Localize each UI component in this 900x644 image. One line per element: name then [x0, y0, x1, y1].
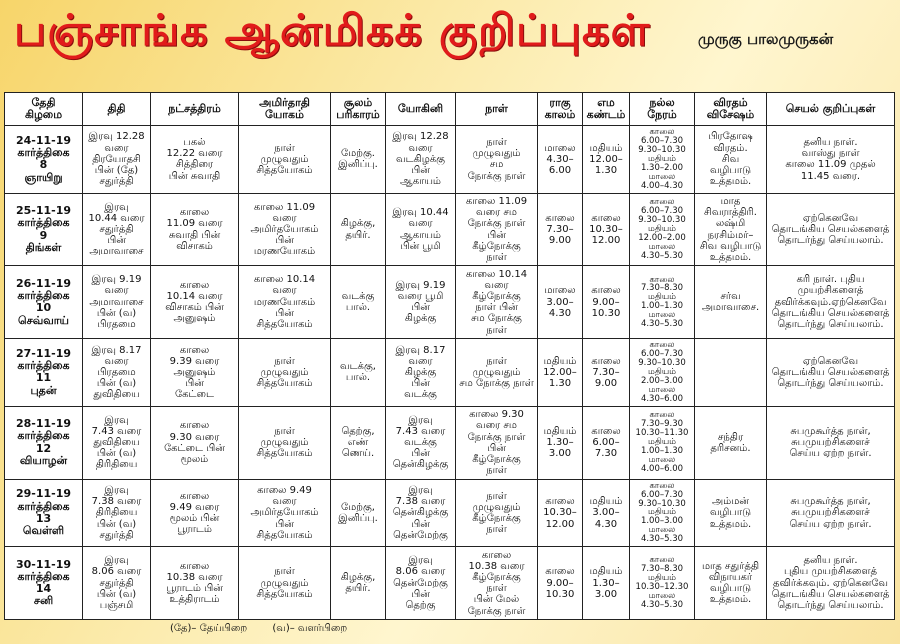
star-cell: காலை 11.09 வரை சுவாதி பின் விசாகம்: [151, 193, 239, 266]
ema-cell: மதியம் 12.00– 1.30: [583, 126, 630, 194]
nalla-neram-cell: காலை 6.00–7.30 9.30–10.30 மதியம் 1.30–2.00 மாலை 4.00–4.30: [630, 126, 695, 194]
column-header: விரதம் விசேஷம்: [695, 93, 767, 126]
column-header: சூலம் பரிகாரம்: [331, 93, 386, 126]
viratham-cell: பிரதோஷ விரதம். சிவ வழிபாடு உத்தமம்.: [695, 126, 767, 194]
thithi-cell: இரவு 8.17 வரை பிரதமை பின் (வ) துவிதியை: [83, 339, 151, 407]
table-row: [5, 339, 895, 407]
date-cell: 27-11-19 கார்த்திகை 11 புதன்: [5, 339, 83, 407]
soolam-cell: கிழக்கு, தயிர்.: [331, 547, 386, 620]
thithi-cell: இரவு 7.38 வரை திரிதியை பின் (வ) சதுர்த்தி: [83, 479, 151, 547]
legend-footer: [170, 623, 369, 635]
author-name: முருகு பாலமுருகன்: [698, 30, 834, 48]
yogini-cell: இரவு 7.38 வரை தென்கிழக்கு பின் தென்மேற்கு: [386, 479, 456, 547]
column-header: நல்ல நேரம்: [630, 93, 695, 126]
ema-cell: காலை 7.30– 9.00: [583, 339, 630, 407]
work-notes-cell: சுபமுகூர்த்த நாள், சுபமுயற்சிகளைச் செய்ய ஏற்ற நாள்.: [767, 406, 895, 479]
table-row: [5, 266, 895, 339]
viratham-cell: [695, 339, 767, 407]
column-header: தேதி கிழமை: [5, 93, 83, 126]
legend-the: (தே)– தேய்பிறை: [170, 623, 248, 634]
table-row: [5, 193, 895, 266]
thithi-cell: இரவு 9.19 வரை அமாவாசை பின் (வ) பிரதமை: [83, 266, 151, 339]
soolam-cell: வடக்கு, பால்.: [331, 339, 386, 407]
panchangam-sheet: [4, 92, 894, 620]
nalla-neram-cell: காலை 7.30–8.30 மதியம் 1.00–1.30 மாலை 4.30–5.30: [630, 266, 695, 339]
naal-cell: காலை 10.38 வரை கீழ்நோக்கு நாள் பின் மேல் நோக்கு நாள்: [456, 547, 538, 620]
column-header: திதி: [83, 93, 151, 126]
viratham-cell: மாத சிவராத்திரி. லஷ்மி நரசிம்மர்– சிவ வழிபாடு உத்தமம்.: [695, 193, 767, 266]
thithi-cell: இரவு 8.06 வரை சதுர்த்தி பின் (வ) பஞ்சமி: [83, 547, 151, 620]
page-title: பஞ்சாங்க ஆன்மிகக் குறிப்புகள்: [14, 6, 651, 56]
star-cell: காலை 10.14 வரை விசாகம் பின் அனுஷம்: [151, 266, 239, 339]
column-header: நட்சத்திரம்: [151, 93, 239, 126]
rahu-cell: காலை 7.30– 9.00: [538, 193, 583, 266]
date-cell: 30-11-19 கார்த்திகை 14 சனி: [5, 547, 83, 620]
star-cell: காலை 9.39 வரை அனுஷம் பின் கேட்டை: [151, 339, 239, 407]
soolam-cell: மேற்கு. இனிப்பு.: [331, 126, 386, 194]
naal-cell: காலை 11.09 வரை சம நோக்கு நாள் பின் கீழ்நோக்கு நாள்: [456, 193, 538, 266]
work-notes-cell: ஏற்கெனவே தொடங்கிய செயல்களைத் தொடர்ந்து செய்யலாம்.: [767, 193, 895, 266]
soolam-cell: தெற்கு, எண் ணெய்.: [331, 406, 386, 479]
ema-cell: காலை 9.00– 10.30: [583, 266, 630, 339]
viratham-cell: மாத சதுர்த்தி விநாயகர் வழிபாடு உத்தமம்.: [695, 547, 767, 620]
viratham-cell: சர்வ அமாவாசை.: [695, 266, 767, 339]
column-header: எம கண்டம்: [583, 93, 630, 126]
viratham-cell: அம்மன் வழிபாடு உத்தமம்.: [695, 479, 767, 547]
column-header: அமிர்தாதி யோகம்: [239, 93, 331, 126]
column-header: யோகினி: [386, 93, 456, 126]
yogini-cell: இரவு 8.17 வரை கிழக்கு பின் வடக்கு: [386, 339, 456, 407]
ema-cell: மதியம் 1.30– 3.00: [583, 547, 630, 620]
nalla-neram-cell: காலை 7.30–8.30 மதியம் 10.30–12.30 மாலை 4.30–5.30: [630, 547, 695, 620]
work-notes-cell: தனிய நாள். புதிய முயற்சிகளைத் தவிர்க்கவும். ஏற்கெனவே தொடங்கிய செயல்களைத் தொடர்ந்து செய்யலாம்.: [767, 547, 895, 620]
yogam-cell: நாள் முழுவதும் சித்தயோகம்: [239, 406, 331, 479]
yogini-cell: இரவு 9.19 வரை பூமி பின் கிழக்கு: [386, 266, 456, 339]
work-notes-cell: சுபமுகூர்த்த நாள், சுபமுயற்சிகளைச் செய்ய ஏற்ற நாள்.: [767, 479, 895, 547]
yogam-cell: நாள் முழுவதும் சித்தயோகம்: [239, 339, 331, 407]
date-cell: 28-11-19 கார்த்திகை 12 வியாழன்: [5, 406, 83, 479]
soolam-cell: கிழக்கு, தயிர்.: [331, 193, 386, 266]
ema-cell: மதியம் 3.00– 4.30: [583, 479, 630, 547]
table-row: [5, 126, 895, 194]
rahu-cell: காலை 10.30– 12.00: [538, 479, 583, 547]
yogam-cell: நாள் முழுவதும் சித்தயோகம்: [239, 547, 331, 620]
nalla-neram-cell: காலை 6.00–7.30 9.30–10.30 மதியம் 1.00–3.00 மாலை 4.30–5.30: [630, 479, 695, 547]
work-notes-cell: கரி நாள். புதிய முயற்சிகளைத் தவிர்க்கவும்.ஏற்கெனவே தொடங்கிய செயல்களைத் தொடர்ந்து செய்யலாம்.: [767, 266, 895, 339]
yogini-cell: இரவு 12.28 வரை வடகிழக்கு பின் ஆகாயம்: [386, 126, 456, 194]
work-notes-cell: தனிய நாள். வாஸ்து நாள் காலை 11.09 முதல் 11.45 வரை.: [767, 126, 895, 194]
naal-cell: நாள் முழுவதும் சம நோக்கு நாள்: [456, 126, 538, 194]
yogam-cell: காலை 10.14 வரை மரணயோகம் பின் சித்தயோகம்: [239, 266, 331, 339]
naal-cell: காலை 9.30 வரை சம நோக்கு நாள் பின் கீழ்நோக்கு நாள்: [456, 406, 538, 479]
date-cell: 25-11-19 கார்த்திகை 9 திங்கள்: [5, 193, 83, 266]
thithi-cell: இரவு 7.43 வரை துவிதியை பின் (வ) திரிதியை: [83, 406, 151, 479]
viratham-cell: சந்திர தரிசனம்.: [695, 406, 767, 479]
ema-cell: காலை 10.30– 12.00: [583, 193, 630, 266]
naal-cell: நாள் முழுவதும் கீழ்நோக்கு நாள்: [456, 479, 538, 547]
panchangam-table: [4, 92, 895, 620]
yogam-cell: காலை 9.49 வரை அமிர்தயோகம் பின் சித்தயோகம்: [239, 479, 331, 547]
soolam-cell: மேற்கு, இனிப்பு.: [331, 479, 386, 547]
work-notes-cell: ஏற்கெனவே தொடங்கிய செயல்களைத் தொடர்ந்து செய்யலாம்.: [767, 339, 895, 407]
rahu-cell: காலை 9.00– 10.30: [538, 547, 583, 620]
column-header: நாள்: [456, 93, 538, 126]
date-cell: 29-11-19 கார்த்திகை 13 வெள்ளி: [5, 479, 83, 547]
naal-cell: காலை 10.14 வரை கீழ்நோக்கு நாள் பின் சம நோக்கு நாள்: [456, 266, 538, 339]
yogini-cell: இரவு 10.44 வரை ஆகாயம் பின் பூமி: [386, 193, 456, 266]
rahu-cell: மதியம் 12.00– 1.30: [538, 339, 583, 407]
yogam-cell: நாள் முழுவதும் சித்தயோகம்: [239, 126, 331, 194]
yogam-cell: காலை 11.09 வரை அமிர்தயோகம் பின் மரணயோகம்: [239, 193, 331, 266]
column-header: செயல் குறிப்புகள்: [767, 93, 895, 126]
table-row: [5, 547, 895, 620]
nalla-neram-cell: காலை 6.00–7.30 9.30–10.30 மதியம் 12.00–2.00 மாலை 4.30–5.30: [630, 193, 695, 266]
yogini-cell: இரவு 7.43 வரை வடக்கு பின் தென்கிழக்கு: [386, 406, 456, 479]
table-row: [5, 479, 895, 547]
date-cell: 24-11-19 கார்த்திகை 8 ஞாயிறு: [5, 126, 83, 194]
header: [0, 0, 900, 92]
nalla-neram-cell: காலை 6.00–7.30 9.30–10.30 மதியம் 2.00–3.00 மாலை 4.30–6.00: [630, 339, 695, 407]
star-cell: காலை 9.30 வரை கேட்டை பின் மூலம்: [151, 406, 239, 479]
star-cell: பகல் 12.22 வரை சித்திரை பின் சுவாதி: [151, 126, 239, 194]
ema-cell: காலை 6.00– 7.30: [583, 406, 630, 479]
star-cell: காலை 10.38 வரை பூராடம் பின் உத்திராடம்: [151, 547, 239, 620]
table-header-row: [5, 93, 895, 126]
legend-va: (வ)– வளர்பிறை: [272, 623, 348, 634]
naal-cell: நாள் முழுவதும் சம நோக்கு நாள்: [456, 339, 538, 407]
date-cell: 26-11-19 கார்த்திகை 10 செவ்வாய்: [5, 266, 83, 339]
thithi-cell: இரவு 12.28 வரை திரயோதசி பின் (தே) சதுர்த்தி: [83, 126, 151, 194]
yogini-cell: இரவு 8.06 வரை தென்மேற்கு பின் தெற்கு: [386, 547, 456, 620]
rahu-cell: மாலை 4.30– 6.00: [538, 126, 583, 194]
soolam-cell: வடக்கு பால்.: [331, 266, 386, 339]
star-cell: காலை 9.49 வரை மூலம் பின் பூராடம்: [151, 479, 239, 547]
column-header: ராகு காலம்: [538, 93, 583, 126]
table-row: [5, 406, 895, 479]
rahu-cell: மாலை 3.00– 4.30: [538, 266, 583, 339]
rahu-cell: மதியம் 1.30– 3.00: [538, 406, 583, 479]
nalla-neram-cell: காலை 7.30–9.30 10.30–11.30 மதியம் 1.00–1.30 மாலை 4.00–6.00: [630, 406, 695, 479]
thithi-cell: இரவு 10.44 வரை சதுர்த்தி பின் அமாவாசை: [83, 193, 151, 266]
